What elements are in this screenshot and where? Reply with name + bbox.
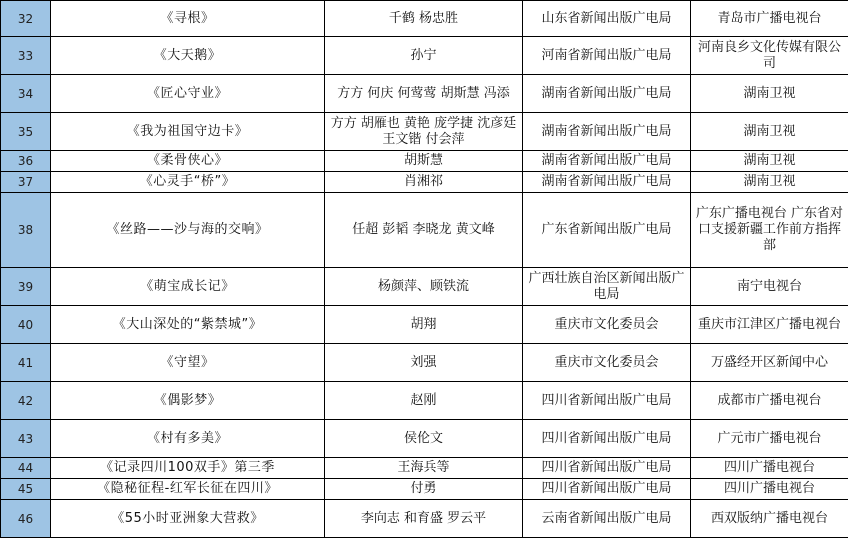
production-unit-cell: 成都市广播电视台	[691, 382, 848, 420]
row-number: 39	[1, 268, 51, 306]
program-title: 《匠心守业》	[51, 75, 325, 113]
creators-cell: 赵刚	[325, 382, 523, 420]
table-row	[1, 382, 848, 420]
row-number: 40	[1, 306, 51, 344]
recommending-unit-cell: 四川省新闻出版广电局	[523, 479, 691, 500]
table-row	[1, 500, 848, 538]
production-unit-cell: 四川广播电视台	[691, 458, 848, 479]
table-row	[1, 37, 848, 75]
creators-cell: 杨颜萍、顾铁流	[325, 268, 523, 306]
recommending-unit-cell: 湖南省新闻出版广电局	[523, 172, 691, 193]
row-number: 32	[1, 1, 51, 37]
table-row	[1, 1, 848, 37]
table-row	[1, 458, 848, 479]
production-unit-cell: 河南良乡文化传媒有限公司	[691, 37, 848, 75]
recommending-unit-cell: 湖南省新闻出版广电局	[523, 151, 691, 172]
table-row	[1, 151, 848, 172]
row-number: 36	[1, 151, 51, 172]
row-number: 41	[1, 344, 51, 382]
program-title: 《寻根》	[51, 1, 325, 37]
recommending-unit-cell: 重庆市文化委员会	[523, 306, 691, 344]
program-title: 《守望》	[51, 344, 325, 382]
row-number: 35	[1, 113, 51, 151]
production-unit-cell: 广元市广播电视台	[691, 420, 848, 458]
recommending-unit-cell: 广东省新闻出版广电局	[523, 193, 691, 268]
recommending-unit-cell: 云南省新闻出版广电局	[523, 500, 691, 538]
production-unit-cell: 西双版纳广播电视台	[691, 500, 848, 538]
table-row	[1, 306, 848, 344]
table-row	[1, 479, 848, 500]
table-row	[1, 193, 848, 268]
creators-cell: 方方 胡雁也 黄艳 庞学捷 沈彦廷 王文锴 付会萍	[325, 113, 523, 151]
recommending-unit-cell: 重庆市文化委员会	[523, 344, 691, 382]
creators-cell: 孙宁	[325, 37, 523, 75]
row-number: 42	[1, 382, 51, 420]
row-number: 34	[1, 75, 51, 113]
creators-cell: 王海兵等	[325, 458, 523, 479]
production-unit-cell: 重庆市江津区广播电视台	[691, 306, 848, 344]
production-unit-cell: 南宁电视台	[691, 268, 848, 306]
table-row	[1, 268, 848, 306]
program-title: 《记录四川100双手》第三季	[51, 458, 325, 479]
program-title: 《丝路——沙与海的交响》	[51, 193, 325, 268]
creators-cell: 胡翔	[325, 306, 523, 344]
production-unit-cell: 广东广播电视台 广东省对口支援新疆工作前方指挥部	[691, 193, 848, 268]
recommending-unit-cell: 山东省新闻出版广电局	[523, 1, 691, 37]
creators-cell: 刘强	[325, 344, 523, 382]
production-unit-cell: 万盛经开区新闻中心	[691, 344, 848, 382]
creators-cell: 侯伦文	[325, 420, 523, 458]
row-number: 46	[1, 500, 51, 538]
table-row	[1, 420, 848, 458]
creators-cell: 肖湘祁	[325, 172, 523, 193]
creators-cell: 付勇	[325, 479, 523, 500]
program-title: 《心灵手“桥”》	[51, 172, 325, 193]
program-title: 《大山深处的“紫禁城”》	[51, 306, 325, 344]
program-title: 《大天鹅》	[51, 37, 325, 75]
table-row	[1, 172, 848, 193]
program-title: 《村有多美》	[51, 420, 325, 458]
recommending-unit-cell: 广西壮族自治区新闻出版广电局	[523, 268, 691, 306]
row-number: 43	[1, 420, 51, 458]
production-unit-cell: 青岛市广播电视台	[691, 1, 848, 37]
row-number: 38	[1, 193, 51, 268]
production-unit-cell: 湖南卫视	[691, 113, 848, 151]
program-title: 《55小时亚洲象大营救》	[51, 500, 325, 538]
recommending-unit-cell: 四川省新闻出版广电局	[523, 458, 691, 479]
program-table-body	[1, 1, 848, 538]
table-row	[1, 75, 848, 113]
row-number: 44	[1, 458, 51, 479]
production-unit-cell: 四川广播电视台	[691, 479, 848, 500]
program-title: 《萌宝成长记》	[51, 268, 325, 306]
production-unit-cell: 湖南卫视	[691, 151, 848, 172]
recommending-unit-cell: 四川省新闻出版广电局	[523, 382, 691, 420]
row-number: 33	[1, 37, 51, 75]
recommending-unit-cell: 河南省新闻出版广电局	[523, 37, 691, 75]
creators-cell: 李向志 和育盛 罗云平	[325, 500, 523, 538]
creators-cell: 胡斯慧	[325, 151, 523, 172]
production-unit-cell: 湖南卫视	[691, 75, 848, 113]
table-row	[1, 113, 848, 151]
recommending-unit-cell: 四川省新闻出版广电局	[523, 420, 691, 458]
recommending-unit-cell: 湖南省新闻出版广电局	[523, 75, 691, 113]
program-title: 《隐秘征程-红军长征在四川》	[51, 479, 325, 500]
row-number: 37	[1, 172, 51, 193]
program-title: 《柔骨侠心》	[51, 151, 325, 172]
table-row	[1, 344, 848, 382]
creators-cell: 方方 何庆 何莺莺 胡斯慧 冯添	[325, 75, 523, 113]
creators-cell: 任超 彭韬 李晓龙 黄文峰	[325, 193, 523, 268]
program-title: 《偶影梦》	[51, 382, 325, 420]
recommending-unit-cell: 湖南省新闻出版广电局	[523, 113, 691, 151]
program-title: 《我为祖国守边卡》	[51, 113, 325, 151]
row-number: 45	[1, 479, 51, 500]
production-unit-cell: 湖南卫视	[691, 172, 848, 193]
creators-cell: 千鹤 杨忠胜	[325, 1, 523, 37]
